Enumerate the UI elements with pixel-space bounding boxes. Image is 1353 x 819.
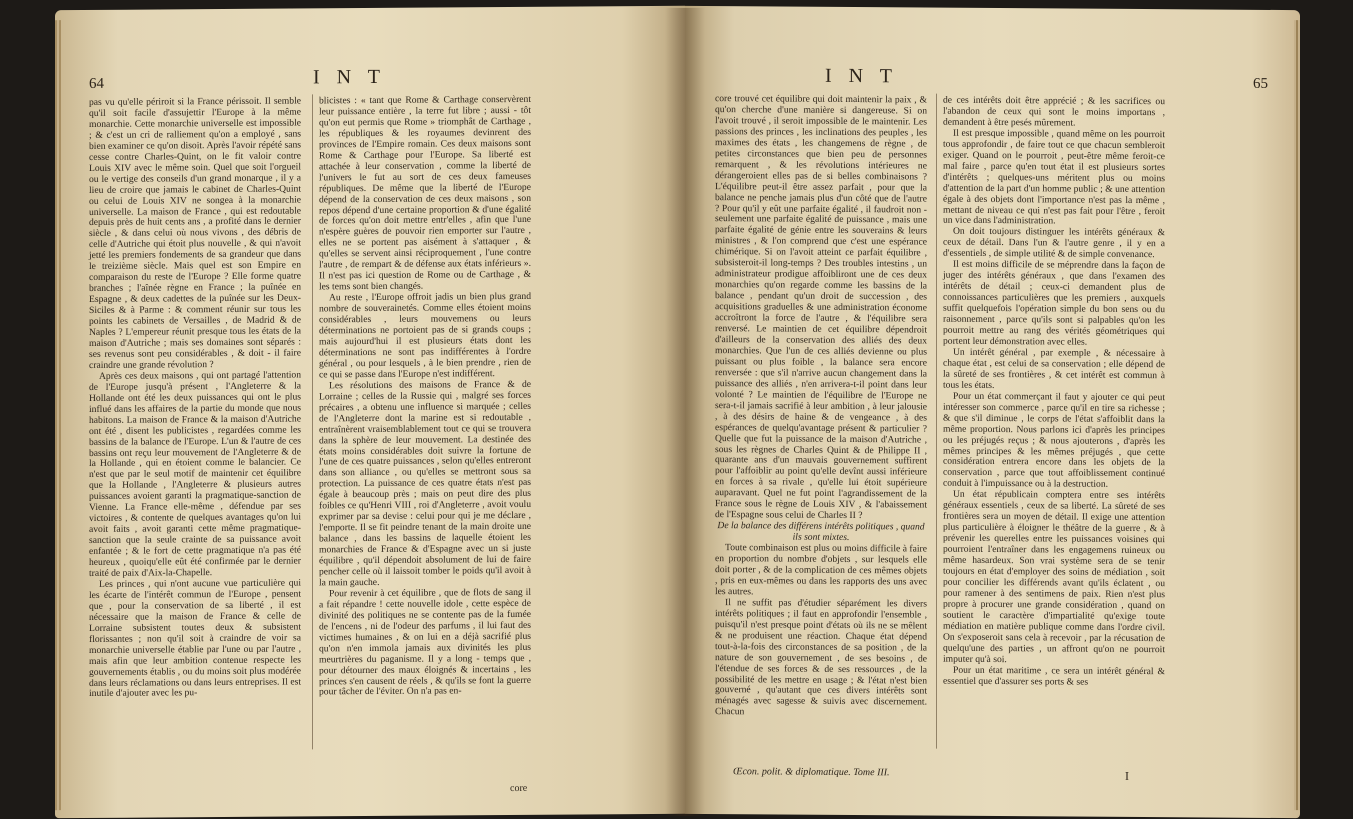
paragraph: Il est moins difficile de se méprendre dans la façon de juger des intérêts généraux , que dans l'examen des intérêts de détail ; ceux-ci demandent plus de connoissances particulières que les premiers , auxquels suffit quelquefois l'opération simple du bon sens ou du raisonnement , parce qu'ils sont si palpables qu'on les pourroit mettre au rang des vérités géométriques qui portent leur démonstration avec elles. [943, 259, 1165, 348]
signature-mark: I [1125, 768, 1129, 783]
paragraph: Après ces deux maisons , qui ont partagé l'attention de l'Europe jusqu'à présent , l'Angleterre & la Hollande ont été les deux puissances qui ont le plus influé dans les affaires de la partie du monde que nous habitons. La maison de France & la maison d'Autriche ont été , disent les publicistes , regardées comme les bassins de la balance de l'Europe. L'un & l'autre de ces bassins ont reçu leur mouvement de l'Angleterre & de la Hollande , qui en étoient comme le balancier. Ce n'est que par le seul motif de maintenir cet équilibre que la Hollande , l'Angleterre & plusieurs autres puissances avoient garanti la pragmatique-sanction de Vienne. La France elle-même , défendue par ses victoires , & contente de quelques avantages qu'on lui avoit faits , avoit garanti cette même pragmatique-sanction que la seule crainte de sa puissance avoit enfantée ; & le fort de cette pragmatique n'a pas été heureux , quoiqu'elle eût été confirmée par le dernier traité de paix d'Aix-la-Chapelle. [89, 369, 301, 579]
page-edges-right [1294, 20, 1300, 810]
paragraph: Les résolutions des maisons de France & de Lorraine ; celles de la Russie qui , malgré ses forces précaires , a obtenu une influence si marquée ; celles de l'Angleterre dont la marine est si redoutable , entraînèrent vraisemblablement tout ce qui se trouvera dans la sphère de leur mouvement. La destinée des états moins considérables doit suivre la fortune de l'une de ces quatre puissances , selon qu'elles entreront dans son alliance , ou qu'elles se mettront sous sa protection. La puissance de ces quatre états n'est pas égale à beaucoup près ; mais on peut dire des plus foibles ce qu'Henri VIII , roi d'Angleterre , avoit voulu exprimer par sa devise : celui pour qui je me déclare , l'emporte. Il se fit peindre tenant de la main droite une balance , dans les bassins de laquelle étoient les monarchies de France & d'Espagne avec un si juste équilibre , qu'il dépendoit absolument de lui de faire pencher celle où il laissoit tomber le poids qu'il avoit à la main gauche. [319, 378, 531, 589]
page-number: 64 [89, 75, 104, 92]
paragraph: Au reste , l'Europe offroit jadis un bien plus grand nombre de souverainetés. Comme elles étoient moins considérables , leurs mouvemens ou leurs déterminations ne portoient pas de si grands coups ; mais aujourd'hui il est plusieurs états dont les déterminations ne sont pas indifférentes à l'ordre général , ou pour lesquels , à le bien prendre , rien de ce qui se passe dans l'Europe n'est indifférent. [319, 291, 531, 381]
page-edges-left [55, 20, 61, 810]
paragraph: Il ne suffit pas d'étudier séparément les divers intérêts politiques ; il faut en approfondir l'ensemble , puisqu'il n'est presque point d'états où ils ne se mêlent & ne produisent une réaction. Chaque état dépend tout-à-la-fois des circonstances de sa position , de la nature de son gouvernement , de ses besoins , de l'étendue de ses forces & de ses ressources , de la possibilité de les mettre en usage ; & l'état n'est bien gouverné , qu'autant que ces divers intérêts sont ménagés avec sagesse & suivis avec discernement. Chacun [715, 596, 927, 718]
paragraph: pas vu qu'elle périroit si la France périssoit. Il semble qu'il soit facile d'assujettir l'Europe à la même monarchie. Cette monarchie universelle est impossible ; & c'est un cri de ralliement qu'on a employé , sans bien examiner ce qu'on disoit. Après l'avoir répété sans cesse contre Charles-Quint, on le fit valoir contre Louis XIV avec le même soin. Quel que soit l'orgueil ou le vertige des conseils d'un grand monarque , il y a lieu de croire que jamais le cabinet de Charles-Quint ou celui de Louis XIV ne songea à la monarchie universelle. La maison de France , qui est redoutable depuis près de huit cents ans , a profité dans le dernier siècle , & dans celui où nous vivons , des débris de celle d'Autriche qui étoit plus nouvelle , & qui n'avoit jetté les premiers fondements de sa grandeur que dans le treizième siècle. Mais quel est son Empire en comparaison du reste de l'Europe ? Elle forme quatre branches ; l'aînée règne en France ; la puînée en Espagne , & deux cadettes de la puînée sur les Deux-Siciles & à Parme : & comment réunir sur tous les points les cabinets de Versailles , de Madrid & de Naples ? L'empereur réunit presque tous les états de la maison d'Autriche ; mais ses domaines sont séparés : ses revenus sont peu considérables , & doit - il faire craindre une grande révolution ? [89, 95, 301, 371]
text-column-1 [715, 94, 927, 720]
paragraph: blicistes : « tant que Rome & Carthage conservèrent leur puissance entière , la terre fut libre ; aussi - tôt qu'on eut permis que Rome » triomphât de Carthage , les républiques & les royaumes devinrent des provinces de l'Empire romain. Ces deux maisons sont Rome & Carthage pour l'Europe. Sa liberté est attachée à leur conservation , comme la liberté de l'univers le fut au sort de ces deux fameuses républiques. De même que la liberté de l'Europe dépend de la conservation de ces deux maisons , son repos dépend d'une certaine proportion & d'une égalité de forces qu'on doit mettre entr'elles , afin que l'une n'espère guères de pouvoir rien emporter sur l'autre , elles ne se portent pas aisément à s'attaquer , & qu'elles se servent ainsi réciproquement , l'une contre l'autre , de rempart & de défense aux états inférieurs ». Il n'est pas ici question de Rome ou de Carthage , & les tems sont bien changés. [319, 93, 531, 293]
footer-title: Œcon. polit. & diplomatique. Tome III. [733, 766, 890, 779]
left-page [55, 6, 685, 818]
paragraph: Pour un état commerçant il faut y ajouter ce qui peut intéresser son commerce , parce qu'il en tire sa richesse ; & que s'il diminue , le corps de l'état s'affoiblit dans la même proportion. Nous parlons ici d'après les principes ou les préjugés reçus ; & nous ajouterons , d'après les mêmes principes & les mêmes préjugés , que cette considération entrera encore dans les objets de la conservation , parce que tout affoiblissement continué conduit à l'impuissance ou à la destruction. [943, 390, 1165, 491]
running-header: I N T [313, 65, 386, 89]
text-column-2 [319, 95, 531, 699]
running-header: I N T [825, 64, 898, 88]
paragraph: core trouvé cet équilibre qui doit maintenir la paix , & qu'on cherche d'une manière si dangereuse. Si on l'avoit trouvé , il seroit impossible de le maintenir. Les passions des princes , les inclinations des peuples , les maximes des états , les changemens de règne , de petites circonstances que bien peu de personnes remarquent , & les révolutions intérieures ne dérangeroient elles pas de si belles combinaisons ? L'équilibre peut-il être assez parfait , pour que la balance ne penche jamais plus d'un côté que de l'autre ? Pour qu'il y eût une parfaite égalité , il faudroit non - seulement une parfaite égalité de puissance , mais une parfaite égalité de génie entre les souverains & leurs ministres , & l'on comprend que c'est une espérance chimérique. Si on l'avoit atteint ce parfait équilibre , subsisteroit-il long-temps ? Des troubles intestins , un administrateur prodigue affoibliront une de ces deux monarchies qu'on regarde comme les bassins de la balance , pendant qu'un droit de succession , des acquisitions graduelles & une administration économe accroîtront la force de l'autre , & l'équilibre sera renversé. Le maintien de cet équilibre dépendroit d'ailleurs de la conservation des alliés des deux monarchies. Que l'un de ces alliés devienne ou plus puissant ou plus foible , la balance sera encore renversée : que s'il n'arrive aucun changement dans la puissance des alliés , n'en arrivera-t-il point dans leur volonté ? Le maintien de l'équilibre de l'Europe ne sera-t-il jamais sacrifié à leur ambition , à leur jalousie , à des désirs de haine & de vengeance , à des espérances de quelqu'avantage présent & particulier ? Quelle que fut la puissance de la maison d'Autriche , sous les règnes de Charles Quint & de Philippe II , quarante ans d'un mauvais gouvernement suffirent pour l'affoiblir au point qu'elle devînt aussi inférieure en forces à sa rivale , qu'elle lui étoit supérieure auparavant. Quel ne fut point l'agrandissement de la France sous le règne de Louis XIV , & l'abaissement de l'Espagne sous celui de Charles II ? [715, 93, 927, 522]
right-page [685, 6, 1300, 818]
text-column-2 [943, 96, 1165, 689]
catchword: core [510, 782, 528, 795]
paragraph: Il est presque impossible , quand même on les pourroit tous approfondir , de faire tout ce que chacun sembleroit exiger. Quand on le pourroit , peut-être même feroit-ce mal faire , parce qu'en tout état il est plusieurs sortes d'intérêts ; quelques-uns méritent plus ou moins d'attention de la part d'un homme public ; & une attention égale à des objets dont l'importance n'est pas la même , mettant de niveau ce qui n'est pas fait pour l'être , feroit un vice dans l'administration. [943, 127, 1165, 227]
paragraph: Un état républicain comptera entre ses intérêts généraux essentiels , ceux de sa liberté. La sûreté de ses frontières sera un moyen de détail. Il exige une attention plus particulière à éloigner le théâtre de la guerre , & à prévenir les querelles entre les puissances voisines qui pourroient l'entraîner dans les engagemens ruineux ou même hasardeux. Son vrai système sera de se tenir toujours en état d'employer des soins de médiation , soit pour concilier les différends avant qu'ils éclatent , ou pour ramener à des sentimens de paix. Rien n'est plus propre à procurer une grande considération , quand on soutient le caractère d'impartialité qu'exige toute médiation en matière publique comme dans l'ordre civil. On s'exposeroit sans cela à recevoir , par la récusation de quelqu'une des parties , un affront qu'on ne pourroit imputer qu'à soi. [943, 489, 1165, 665]
column-rule [312, 94, 313, 749]
paragraph: de ces intérêts doit être apprécié ; & les sacrifices ou l'abandon de ceux qui sont le moins importans , demandent à être pesés mûrement. [943, 94, 1165, 129]
page-number: 65 [1253, 75, 1268, 92]
paragraph: Un intérêt général , par exemple , & nécessaire à chaque état , est celui de sa conservation ; elle dépend de la sûreté de ses frontières , & cet intérêt est commun à tous les états. [943, 346, 1165, 391]
column-rule [936, 94, 937, 749]
paragraph: Toute combinaison est plus ou moins difficile à faire en proportion du nombre d'objets , sur lesquels elle doit porter , & de la complication de ces mêmes objets , pris en eux-mêmes ou dans les rapports des uns avec les autres. [715, 542, 927, 598]
book-gutter [665, 8, 705, 816]
paragraph: Pour revenir à cet équilibre , que de flots de sang il a fait répandre ! cette nouvelle idole , cette espèce de divinité des politiques ne se contente pas de la fumée de l'encens , ni de l'odeur des parfums , il lui faut des victimes humaines , & on lui en a déjà sacrifié plus qu'on n'en immola jamais aux divinités les plus meurtrières du paganisme. Il y a long - temps que , pour détourner des maux éloignés & incertains , les princes s'en causent de réels , & qu'ils se font la guerre pour tâcher de l'éviter. On n'a pas en- [319, 586, 531, 698]
open-book [55, 8, 1300, 816]
paragraph: On doit toujours distinguer les intérêts généraux & ceux de détail. Dans l'un & l'autre genre , il y en a d'essentiels , de simple utilité & de simple convenance. [943, 226, 1165, 261]
paragraph: Les princes , qui n'ont aucune vue particulière qui les écarte de l'intérêt commun de l'Europe , pensent que , pour la conservation de sa liberté , il est nécessaire que la maison de France & celle de Lorraine subsistent toutes deux & subsistent florissantes ; non qu'il soit à craindre de voir sa monarchie universelle établie par l'une ou par l'autre , mais afin que leur ambition contenue respecte les gouvernements établis , ou du moins soit plus modérée dans leurs réclamations ou dans leurs entreprises. Il est inutile d'ajouter avec les pu- [89, 577, 301, 700]
section-heading: De la balance des différens intérêts politiques , quand ils sont mixtes. [717, 520, 925, 544]
text-column-1 [89, 96, 301, 700]
paragraph: Pour un état maritime , ce sera un intérêt général & essentiel que d'assurer ses ports & ses [943, 664, 1165, 688]
